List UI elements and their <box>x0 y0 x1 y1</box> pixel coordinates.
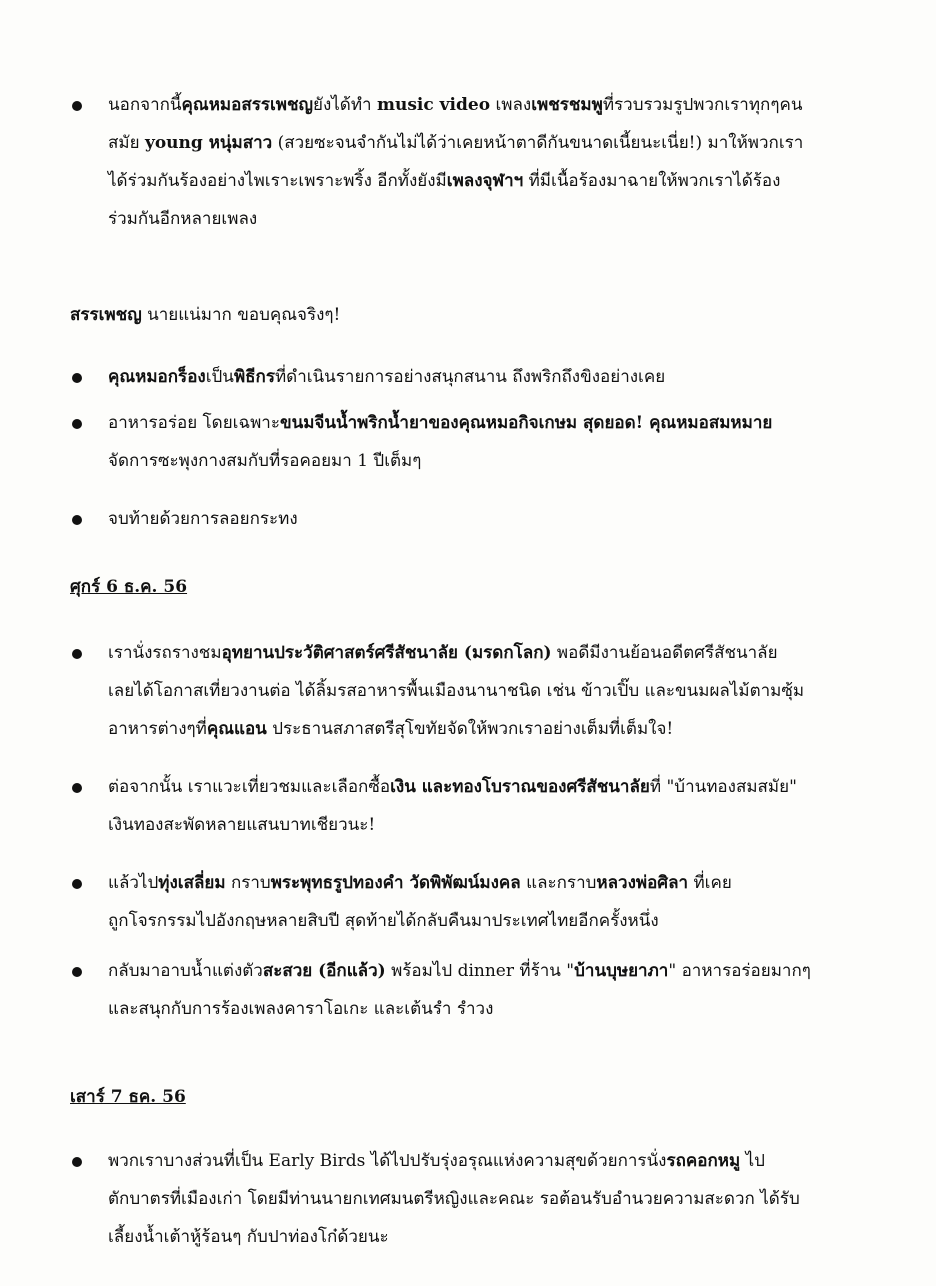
bullet-dot-icon <box>72 101 82 111</box>
text-run: นอกจากนี้ <box>108 95 182 115</box>
text-run: เป็น <box>205 367 234 387</box>
bullet-line: เลี้ยงน้ำเต้าหู้ร้อนๆ กับปาท่องโก๋ด้วยนะ <box>108 1227 389 1247</box>
bullet-dot-icon <box>72 879 82 889</box>
date-heading-saturday: เสาร์ 7 ธค. 56 <box>70 1087 186 1107</box>
bullet-thung-saliam <box>72 864 902 940</box>
text-run: พร้อมไป dinner ที่ร้าน " <box>385 961 575 981</box>
text-run: อาหารอร่อย โดยเฉพาะ <box>108 413 280 433</box>
text-run-bold: คุณหมอสรรเพชญ <box>181 95 313 115</box>
text-run: ไป <box>740 1151 765 1171</box>
text-run: ยังได้ทำ <box>313 95 378 115</box>
text-run-bold: สรรเพชญ <box>70 305 142 325</box>
bullet-sri-satchanalai <box>72 634 902 748</box>
text-run: และกราบ <box>520 873 597 893</box>
bullet-line: เลยได้โอกาสเที่ยวงานต่อ ได้ลิ้มรสอาหารพื้นเมืองนานาชนิด เช่น ข้าวเปิ๊บ และขนมผลไม้ตามซุ้ม <box>108 681 805 701</box>
text-run: แล้วไป <box>108 873 159 893</box>
bullet-music-video <box>72 86 902 238</box>
bullet-line <box>72 500 902 538</box>
bullet-line <box>72 952 902 990</box>
date-heading-friday: ศุกร์ 6 ธ.ค. 56 <box>70 577 188 597</box>
text-run: กราบ <box>225 873 271 893</box>
bullet-dot-icon <box>72 373 82 383</box>
bullet-dot-icon <box>72 783 82 793</box>
bullet-dot-icon <box>72 515 82 525</box>
bullet-loy-krathong <box>72 500 902 538</box>
text-run-bold: เงิน และทองโบราณของศรีสัชนาลัย <box>390 777 650 797</box>
text-run: ที่ "บ้านทองสมสมัย" <box>649 777 797 797</box>
bullet-line <box>72 86 902 124</box>
bullet-line <box>72 1142 902 1180</box>
text-run: (สวยซะจนจำกันไม่ได้ว่าเคยหน้าตาดีกันขนาดเนี้ยนะเนี่ย!) มาให้พวกเรา <box>272 133 804 153</box>
bullet-line: เงินทองสะพัดหลายแสนบาทเชียวนะ! <box>108 815 376 835</box>
text-run: ได้ร่วมกันร้องอย่างไพเราะเพราะพริ้ง อีกทั้งยังมี <box>108 171 447 191</box>
text-run: สมัย <box>108 133 145 153</box>
bullet-line <box>72 710 902 748</box>
bullet-dot-icon <box>72 649 82 659</box>
bullet-dinner <box>72 952 902 1028</box>
bullet-line: ถูกโจรกรรมไปอังกฤษหลายสิบปี สุดท้ายได้กลับคืนมาประเทศไทยอีกครั้งหนึ่ง <box>108 911 659 931</box>
bullet-line <box>72 864 902 902</box>
bullet-line: และสนุกกับการร้องเพลงคาราโอเกะ และเต้นรำ รำวง <box>108 999 494 1019</box>
text-run-bold: อุทยานประวัติศาสตร์ศรีสัชนาลัย (มรดกโลก) <box>221 643 552 663</box>
text-run: ที่ดำเนินรายการอย่างสนุกสนาน ถึงพริกถึงขิงอย่างเคย <box>274 367 666 387</box>
text-run-bold: เพชรชมพู <box>531 95 603 115</box>
bullet-line <box>72 404 902 442</box>
text-run: ที่มีเนื้อร้องมาฉายให้พวกเราได้ร้อง <box>523 171 781 191</box>
bullet-dot-icon <box>72 1157 82 1167</box>
bullet-line: จัดการซะพุงกางสมกับที่รอคอยมา 1 ปีเต็มๆ <box>108 451 422 471</box>
text-run: เรานั่งรถรางชม <box>108 643 222 663</box>
bullet-line <box>72 162 902 200</box>
text-run-bold: คุณหมอกร็อง <box>108 367 206 387</box>
bullet-line <box>72 768 902 806</box>
bullet-line <box>72 634 902 672</box>
text-run: ต่อจากนั้น เราแวะเที่ยวชมและเลือกซื้อ <box>108 777 391 797</box>
text-run-bold: หลวงพ่อศิลา <box>596 873 689 893</box>
text-run: กลับมาอาบน้ำแต่งตัว <box>108 961 263 981</box>
text-run-bold: เพลงจุฬาฯ <box>446 171 524 191</box>
text-run-bold: ทุ่งเสลี่ยม <box>158 873 226 893</box>
bullet-gold-shop <box>72 768 902 844</box>
bullet-line: ตักบาตรที่เมืองเก่า โดยมีท่านนายกเทศมนตรีหญิงและคณะ รอต้อนรับอำนวยความสะดวก ได้รับ <box>108 1189 800 1209</box>
text-run-bold: พิธีกร <box>233 367 275 387</box>
text-run-bold: music video <box>377 95 491 115</box>
bullet-mc <box>72 358 902 396</box>
text-run-bold: บ้านบุษยาภา <box>574 961 669 981</box>
text-run-bold: คุณแอน <box>206 719 267 739</box>
text-run: เพลง <box>490 95 532 115</box>
text-run: อาหารต่างๆที่ <box>108 719 207 739</box>
text-run: พวกเราบางส่วนที่เป็น Early Birds ได้ไปปรับรุ่งอรุณแห่งความสุขด้วยการนั่ง <box>108 1151 667 1171</box>
text-run: ที่รวบรวมรูปพวกเราทุกๆคน <box>602 95 803 115</box>
text-run: ประธานสภาสตรีสุโขทัยจัดให้พวกเราอย่างเต็มที่เต็มใจ! <box>266 719 674 739</box>
text-run: จบท้ายด้วยการลอยกระทง <box>108 509 298 529</box>
text-run: ที่เคย <box>688 873 732 893</box>
bullet-line <box>72 358 902 396</box>
bullet-line: ร่วมกันอีกหลายเพลง <box>108 209 258 229</box>
text-run-bold: ขนมจีนน้ำพริกน้ำยาของคุณหมอกิจเกษม สุดยอด! คุณหมอสมหมาย <box>279 413 773 433</box>
bullet-line <box>72 124 902 162</box>
text-run-bold: สะสวย (อีกแล้ว) <box>262 961 386 981</box>
bullet-food <box>72 404 902 480</box>
text-run: นายแน่มาก ขอบคุณจริงๆ! <box>141 305 341 325</box>
bullet-dot-icon <box>72 967 82 977</box>
thanks-paragraph <box>70 296 340 334</box>
text-run-bold: พระพุทธรูปทองคำ วัดพิพัฒน์มงคล <box>270 873 521 893</box>
bullet-early-birds <box>72 1142 902 1256</box>
bullet-dot-icon <box>72 419 82 429</box>
text-run: " อาหารอร่อยมากๆ <box>668 961 811 981</box>
text-run-bold: รถคอกหมู <box>666 1151 741 1171</box>
text-run-bold: young หนุ่มสาว <box>144 133 273 153</box>
text-run: พอดีมีงานย้อนอดีตศรีสัชนาลัย <box>551 643 778 663</box>
